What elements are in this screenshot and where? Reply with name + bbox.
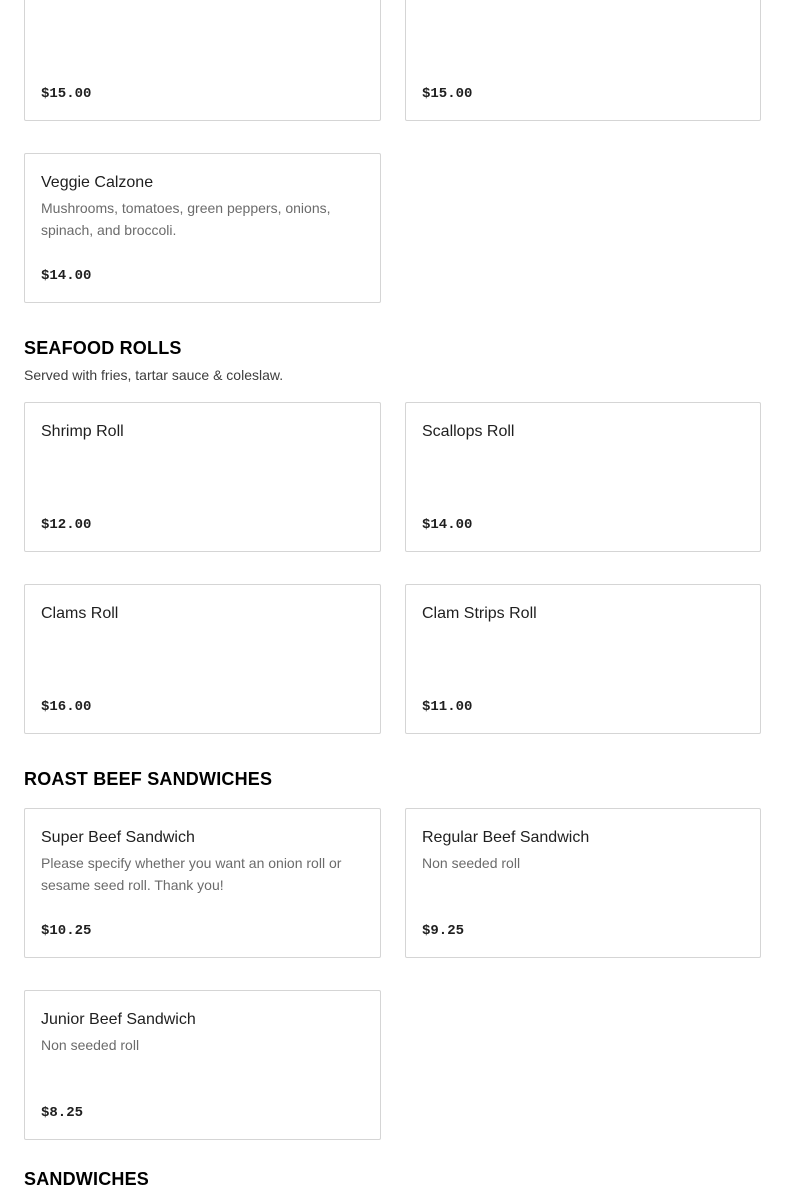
menu-item-name: Veggie Calzone [41,174,154,191]
menu-item-price: $8.25 [41,1105,84,1121]
menu-item-card[interactable] [24,0,381,121]
menu-item-description: Mushrooms, tomatoes, green peppers, onions, spinach, and broccoli. [41,200,331,238]
menu-item-card-shrimp-roll[interactable] [24,402,381,552]
menu-item-name: Shrimp Roll [41,423,124,440]
menu-item-name: Regular Beef Sandwich [422,829,590,846]
menu-item-card-clam-strips-roll[interactable] [405,584,761,734]
menu-item-card-regular-beef-sandwich[interactable] [405,808,761,958]
menu-item-name: Clam Strips Roll [422,605,537,622]
menu-item-card-clams-roll[interactable] [24,584,381,734]
menu-item-price: $10.25 [41,923,92,939]
section-subtitle: Served with fries, tartar sauce & coleslaw. [24,367,284,383]
section-title: ROAST BEEF SANDWICHES [24,769,273,789]
menu-item-card-super-beef-sandwich[interactable] [24,808,381,958]
section-roast-beef-sandwiches [24,769,761,1140]
menu-item-price: $15.00 [422,86,473,102]
menu-item-name: Junior Beef Sandwich [41,1011,196,1028]
menu-item-price: $14.00 [422,517,473,533]
menu-item-description: Non seeded roll [422,855,521,871]
menu-item-price: $15.00 [41,86,92,102]
menu-page [24,0,761,1189]
menu-item-description: Please specify whether you want an onion roll or sesame seed roll. Thank you! [41,855,342,893]
menu-item-card-scallops-roll[interactable] [405,402,761,552]
menu-item-card-veggie-calzone[interactable] [24,153,381,303]
menu-item-price: $9.25 [422,923,465,939]
section-seafood-rolls [24,338,761,734]
menu-item-name: Super Beef Sandwich [41,829,195,846]
section-sandwiches [24,1169,761,1189]
menu-grid-seafood [24,402,761,734]
menu-item-price: $11.00 [422,699,473,715]
menu-item-card-junior-beef-sandwich[interactable] [24,990,381,1140]
menu-item-price: $16.00 [41,699,92,715]
menu-grid-roast-beef [24,808,761,1140]
section-title: SEAFOOD ROLLS [24,338,182,358]
menu-item-name: Clams Roll [41,605,119,622]
menu-item-price: $12.00 [41,517,92,533]
menu-item-name: Scallops Roll [422,423,515,440]
menu-grid-top [24,0,761,303]
menu-item-description: Non seeded roll [41,1037,140,1053]
section-title: SANDWICHES [24,1169,150,1189]
menu-item-price: $14.00 [41,268,92,284]
menu-item-card[interactable] [405,0,761,121]
